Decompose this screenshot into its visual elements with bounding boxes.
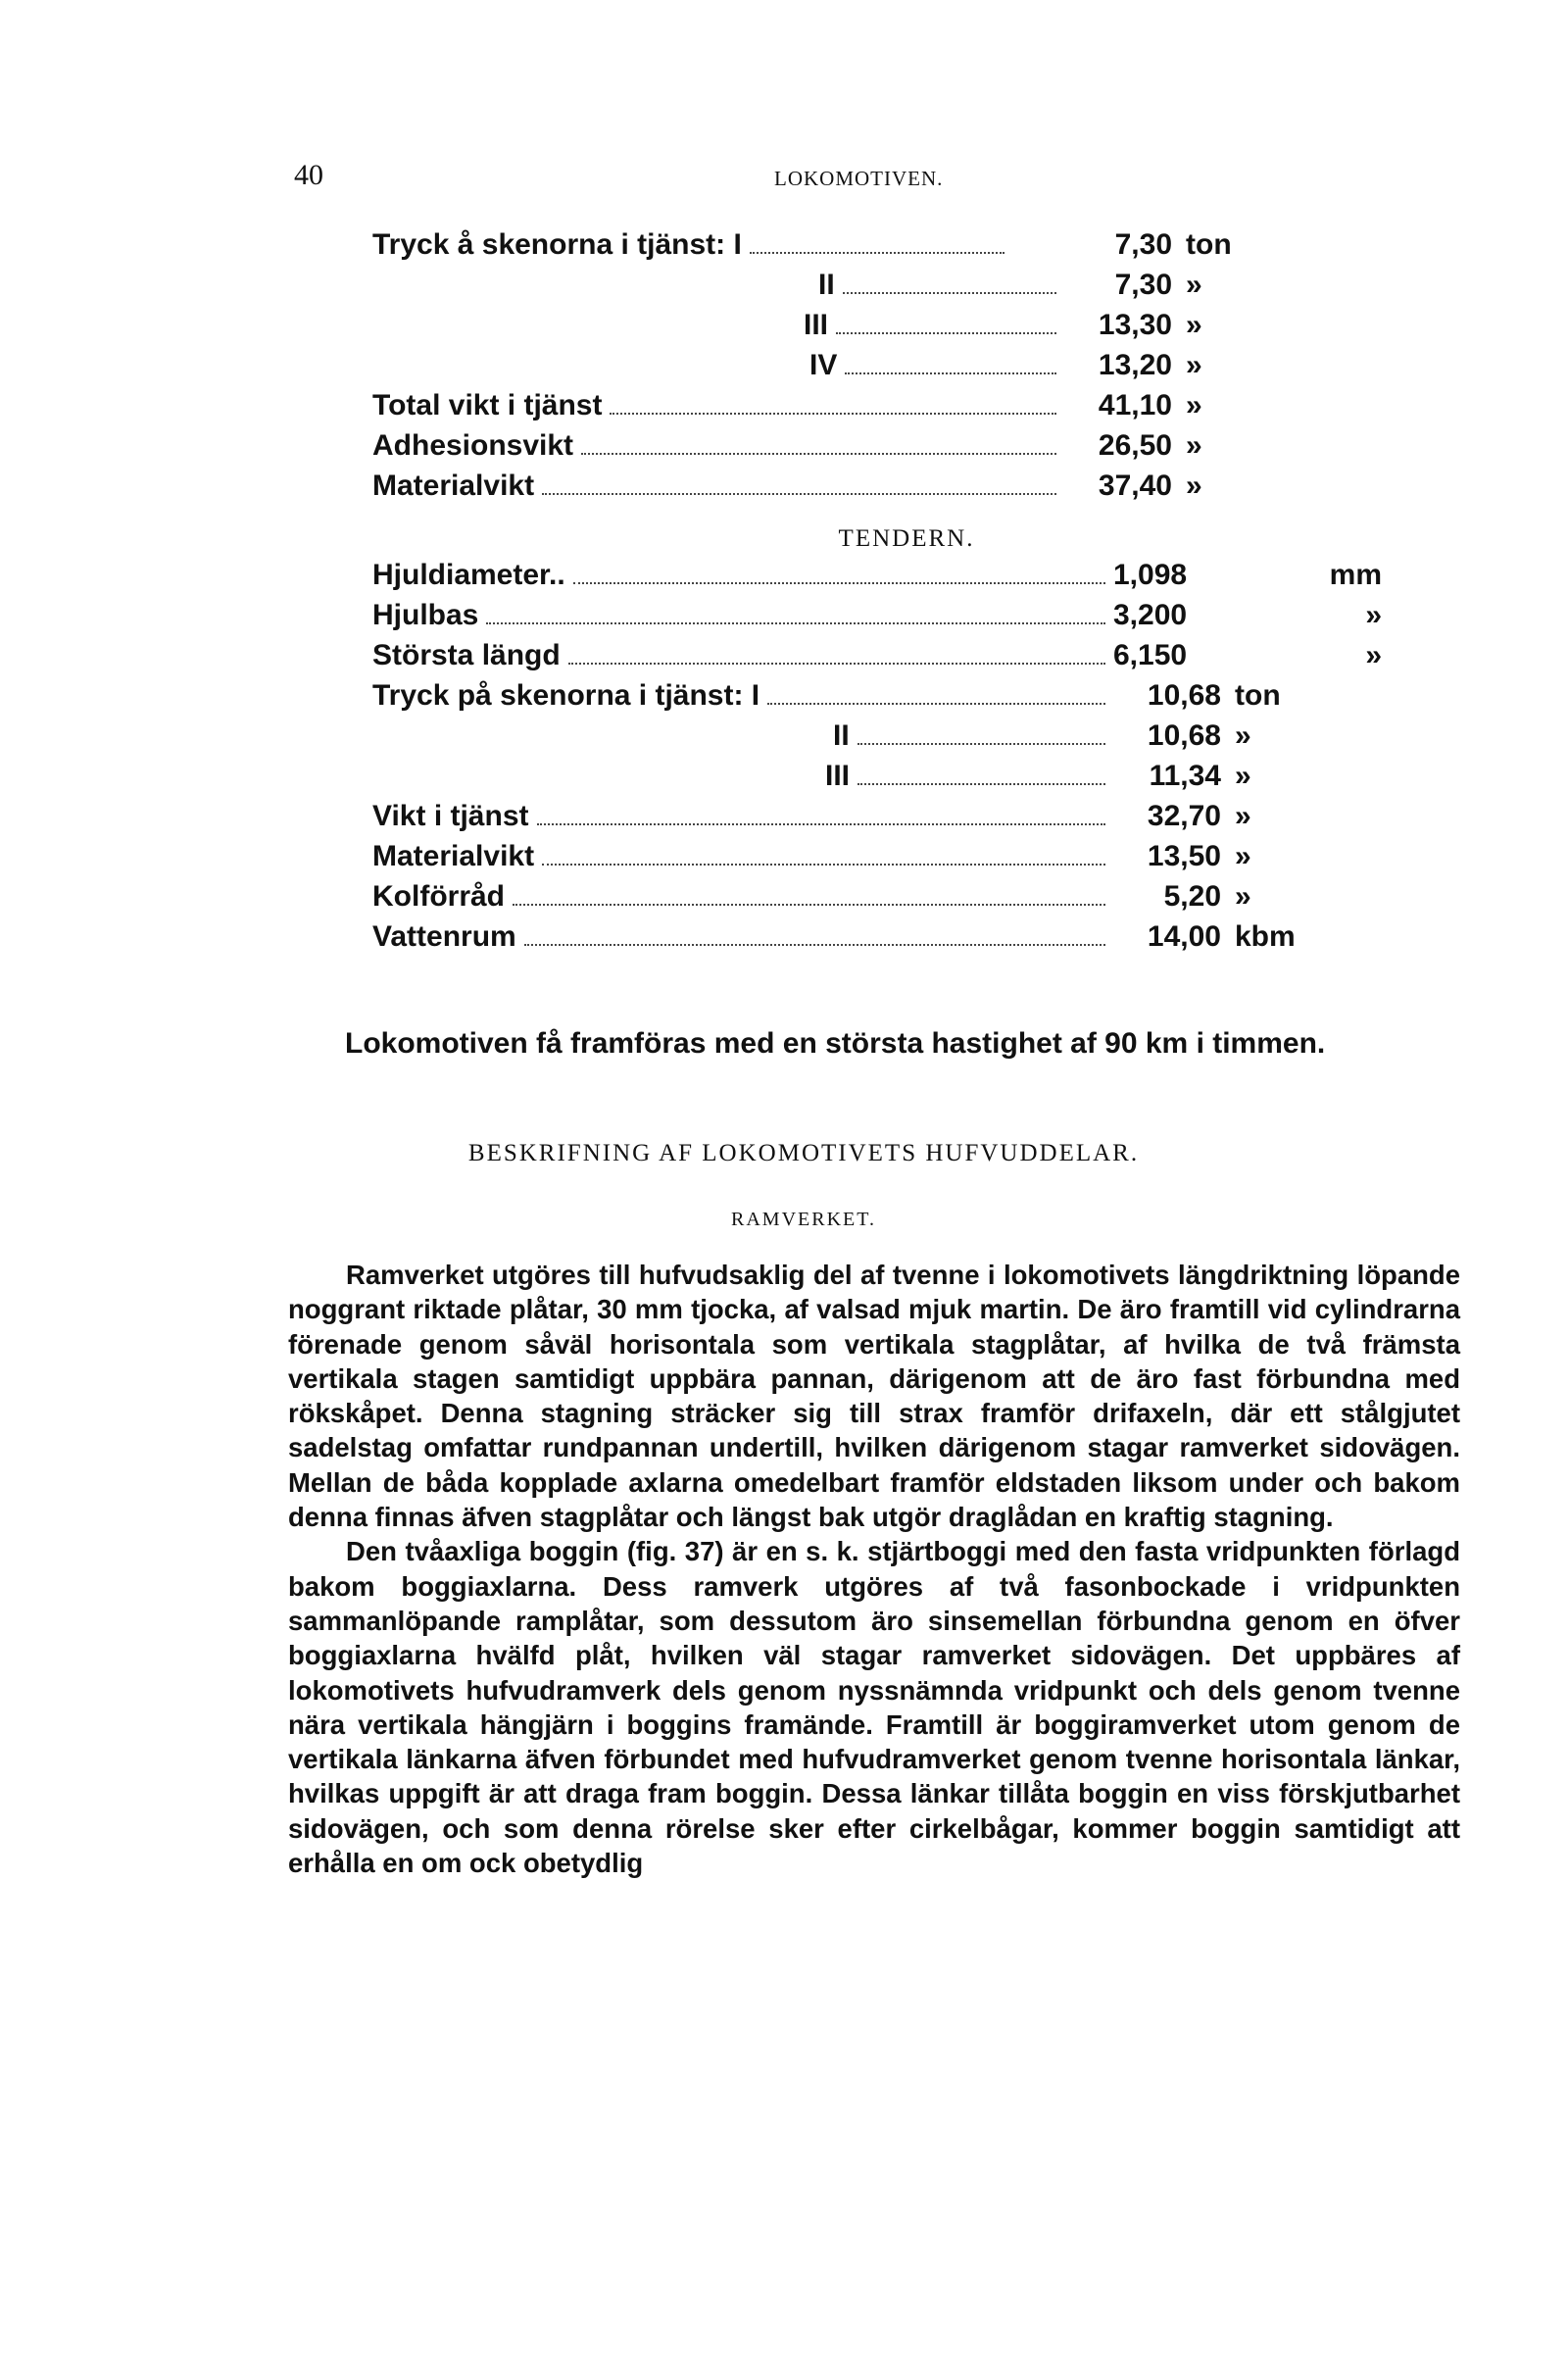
- spec-label: II: [833, 719, 850, 752]
- spec-value: 37,40: [1098, 470, 1172, 502]
- leader-dots: [486, 622, 1105, 624]
- spec-unit: kbm: [1235, 920, 1296, 953]
- spec-unit: »: [1235, 760, 1251, 792]
- spec-row: [372, 429, 1343, 470]
- spec-value: 5,20: [1163, 880, 1221, 913]
- tender-heading: TENDERN.: [838, 525, 975, 552]
- spec-value: 13,30: [1098, 309, 1172, 341]
- spec-label: Vikt i tjänst: [372, 800, 529, 832]
- spec-label: III: [825, 760, 851, 792]
- leader-dots: [843, 292, 1056, 294]
- spec-row: [372, 760, 1382, 800]
- locomotive-specs: [372, 228, 1382, 510]
- spec-unit: »: [1186, 389, 1202, 421]
- spec-label: Vattenrum: [372, 920, 516, 953]
- spec-row: [372, 228, 1343, 269]
- spec-row: [372, 639, 1382, 679]
- leader-dots: [750, 252, 1004, 254]
- spec-value: 41,10: [1098, 389, 1172, 421]
- spec-value: 1,098: [1113, 559, 1188, 591]
- leader-dots: [858, 743, 1105, 745]
- spec-label: Tryck på skenorna i tjänst: I: [372, 679, 760, 712]
- spec-unit: mm: [1329, 559, 1382, 591]
- spec-unit: »: [1235, 840, 1251, 872]
- leader-dots: [836, 332, 1056, 334]
- spec-value: 7,30: [1114, 228, 1172, 261]
- spec-unit: »: [1186, 269, 1202, 301]
- spec-label: Materialvikt: [372, 470, 535, 502]
- spec-value: 7,30: [1114, 269, 1172, 301]
- spec-label: IV: [809, 349, 838, 381]
- spec-value: 11,34: [1149, 760, 1221, 792]
- spec-unit: »: [1186, 349, 1202, 381]
- section-title: BESKRIFNING AF LOKOMOTIVETS HUFVUDDELAR.: [467, 1140, 1140, 1166]
- paragraph: Ramverket utgöres till hufvudsaklig del af tvenne i lokomotivets längdriktning löpande noggrant riktade plåtar, 30 mm tjocka, af valsad mjuk martin. De äro framtill vid cylindrarna förenade genom såväl horisontala som vertikala stagplåtar, af hvilka de två främsta vertikala stagen samtidigt uppbära pannan, därigenom att de äro fast förbundna med rökskåpet. Denna stagning sträcker sig till strax framför drifaxeln, där ett stålgjutet sadelstag omfattar rundpannan undertill, hvilken därigenom stagar ramverket sidovägen. Mellan de båda kopplade axlarna omedelbart framför eldstaden liksom under och bakom denna finnas äfven stagplåtar och längst bak utgör draglådan en kraftig stagning.: [288, 1260, 1460, 1533]
- tender-specs: [372, 559, 1382, 961]
- spec-label: Tryck å skenorna i tjänst: I: [372, 228, 742, 261]
- spec-unit: ton: [1235, 679, 1281, 712]
- spec-row: [372, 389, 1343, 429]
- leader-dots: [568, 663, 1105, 665]
- paragraph: Den tvåaxliga boggin (fig. 37) är en s. k. stjärtboggi med den fasta vridpunkten förlagd bakom boggiaxlarna. Dess ramverk utgöres af två fasonbockade i vridpunkten sammanlöpande ramplåtar, som dessutom äro sinsemellan förbundna genom en öfver boggiaxlarna hvälfd plåt, hvilken väl stagar ramverket sidovägen. Det uppbäres af lokomotivets hufvudramverk dels genom nyssnämnda vridpunkt och dels genom tvenne nära vertikala hängjärn i boggins framände. Framtill är boggiramverket utom genom de vertikala länkarna äfven förbundet med hufvudramverket genom tvenne horisontala länkar, hvilkas uppgift är att draga fram boggin. Dessa länkar tillåta boggin en viss förskjutbarhet sidovägen, och som denna rörelse sker efter cirkelbågar, kommer boggin samtidigt att erhålla en om ock obetydlig: [288, 1536, 1460, 1879]
- spec-unit: »: [1235, 800, 1251, 832]
- spec-row: [372, 309, 1343, 349]
- leader-dots: [524, 944, 1105, 946]
- page-number: 40: [294, 159, 323, 191]
- leader-dots: [610, 413, 1056, 415]
- leader-dots: [573, 582, 1105, 584]
- leader-dots: [581, 453, 1056, 455]
- spec-unit: »: [1186, 309, 1202, 341]
- running-head: LOKOMOTIVEN.: [774, 167, 944, 190]
- spec-row: [372, 349, 1343, 389]
- spec-label: Adhesionsvikt: [372, 429, 574, 462]
- spec-label: Total vikt i tjänst: [372, 389, 603, 421]
- leader-dots: [542, 864, 1105, 866]
- spec-row: [372, 800, 1382, 840]
- spec-row: [372, 470, 1343, 510]
- spec-value: 10,68: [1147, 719, 1221, 752]
- spec-table: [372, 228, 1382, 961]
- leader-dots: [542, 493, 1056, 495]
- spec-unit: »: [1235, 880, 1251, 913]
- spec-label: II: [818, 269, 835, 301]
- spec-value: 32,70: [1147, 800, 1221, 832]
- spec-unit: »: [1235, 719, 1251, 752]
- spec-row: [372, 840, 1382, 880]
- spec-row: [372, 920, 1382, 961]
- spec-label: Största längd: [372, 639, 561, 671]
- spec-value: 10,68: [1147, 679, 1221, 712]
- spec-value: 13,50: [1147, 840, 1221, 872]
- spec-row: [372, 559, 1382, 599]
- spec-value: 14,00: [1147, 920, 1221, 953]
- leader-dots: [537, 823, 1106, 825]
- spec-unit: »: [1365, 639, 1382, 671]
- spec-value: 6,150: [1113, 639, 1188, 671]
- spec-row: [372, 679, 1382, 719]
- spec-label: Kolförråd: [372, 880, 505, 913]
- leader-dots: [767, 703, 1105, 705]
- spec-unit: »: [1186, 470, 1202, 502]
- spec-label: III: [804, 309, 829, 341]
- spec-label: Materialvikt: [372, 840, 535, 872]
- spec-value: 26,50: [1098, 429, 1172, 462]
- leader-dots: [513, 904, 1105, 906]
- leader-dots: [858, 783, 1105, 785]
- spec-row: [372, 269, 1343, 309]
- spec-value: 13,20: [1098, 349, 1172, 381]
- subsection-title: RAMVERKET.: [731, 1209, 876, 1230]
- spec-label: Hjulbas: [372, 599, 479, 631]
- spec-unit: ton: [1186, 228, 1232, 261]
- spec-value: 3,200: [1113, 599, 1188, 631]
- spec-label: Hjuldiameter..: [372, 559, 565, 591]
- spec-unit: »: [1186, 429, 1202, 462]
- spec-row: [372, 599, 1382, 639]
- leader-dots: [845, 372, 1056, 374]
- speed-sentence: Lokomotiven få framföras med en största hastighet af 90 km i timmen.: [345, 1027, 1326, 1060]
- spec-row: [372, 719, 1382, 760]
- spec-row: [372, 880, 1382, 920]
- body-text: [288, 1258, 1460, 1880]
- spec-unit: »: [1365, 599, 1382, 631]
